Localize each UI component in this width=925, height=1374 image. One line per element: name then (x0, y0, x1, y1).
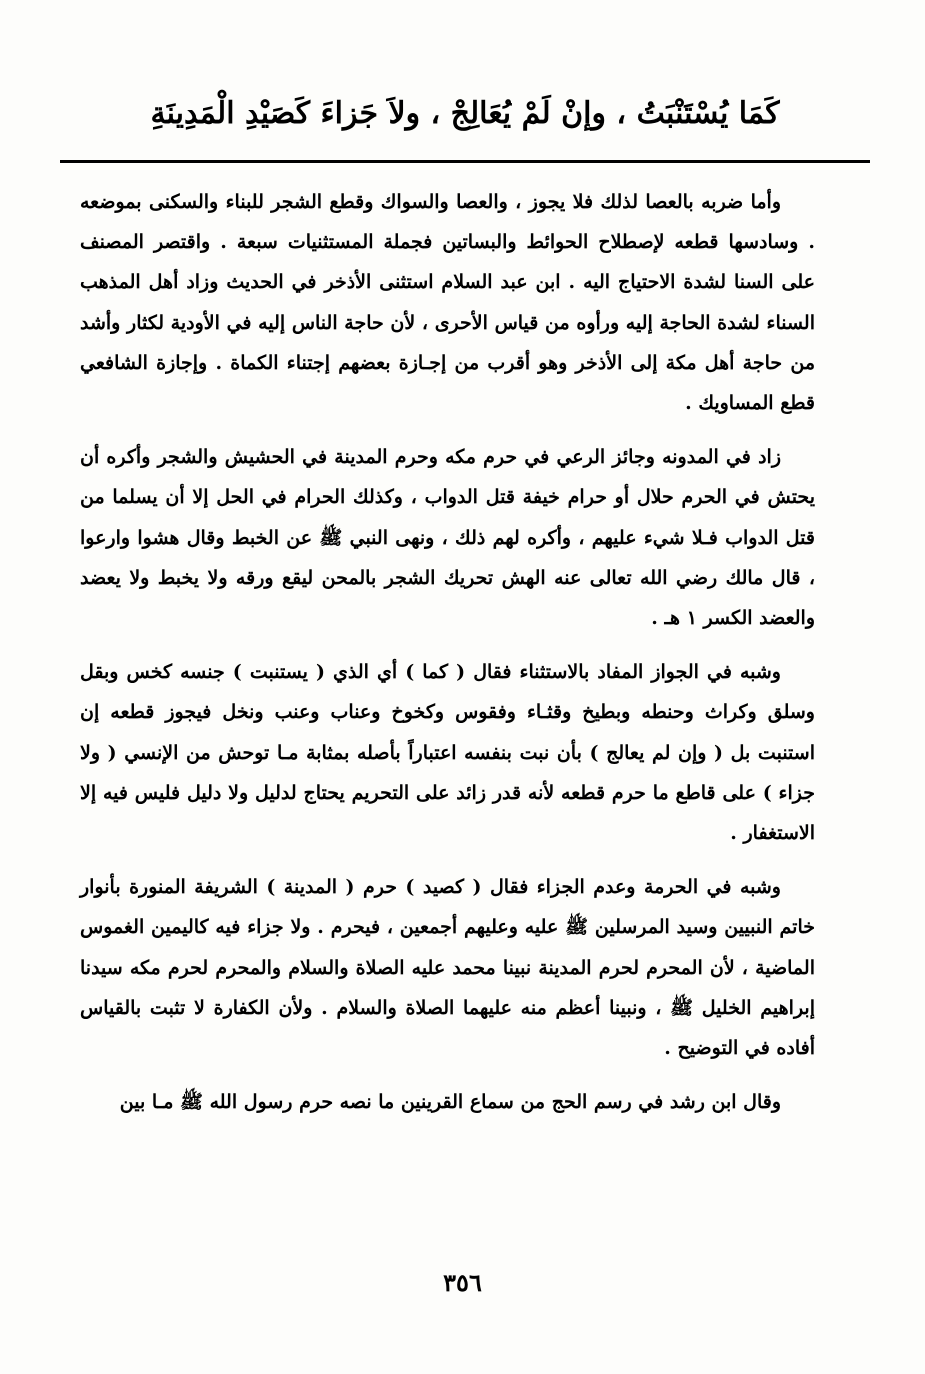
paragraph-2: زاد في المدونه وجائز الرعي في حرم مكه وحرم المدينة في الحشيش والشجر وأكره أن يحتش في الحرم حلال أو حرام خيفة قتل الدواب ، وكذلك الحرام في الحل إلا أن يسلما من قتل الدواب فـلا شيء عليهم ، وأكره لهم ذلك ، ونهى النبي ﷺ عن الخبط وقال هشوا وارعوا ، قال مالك رضي الله تعالى عنه الهش تحريك الشجر بالمحن ليقع ورقه ولا يخبط ولا يعضد والعضد الكسر ١ هـ . (80, 446, 815, 630)
running-header: كَمَا يُسْتَنْبَتُ ، وإنْ لَمْ يُعَالِجْ ، ولاَ جَزاءَ كَصَيْدِ الْمَدِينَةِ (150, 96, 780, 131)
paragraph-4: وشبه في الحرمة وعدم الجزاء فقال ( كصيد ) حرم ( المدينة ) الشريفة المنورة بأنوار خاتم النبيين وسيد المرسلين ﷺ عليه وعليهم أجمعين ، فيحرم . ولا جزاء فيه كاليمين الغموس الماضية ، لأن المحرم لحرم المدينة نبينا محمد عليه الصلاة والسلام والمحرم لحرم مكه سيدنا إبراهيم الخليل ﷺ ، ونبينا أعظم منه عليهما الصلاة والسلام . ولأن الكفارة لا تثبت بالقياس أفاده في التوضيح . (80, 876, 815, 1060)
paragraph-1: وأما ضربه بالعصا لذلك فلا يجوز ، والعصا والسواك وقطع الشجر للبناء والسكنى بموضعه . وسادسها قطعه لإصطلاح الحوائط والبساتين فجملة المستثنيات سبعة . واقتصر المصنف على السنا لشدة الاحتياج اليه . ابن عبد السلام استثنى الأذخر في الحديث وزاد أهل المذهب السناء لشدة الحاجة إليه ورأوه من قياس الأحرى ، لأن حاجة الناس إليه في الأودية لكثار وأشد من حاجة أهل مكة إلى الأذخر وهو أقرب من إجـازة بعضهم إجتناء الكماة . وإجازة الشافعي قطع المساويك . (80, 191, 815, 415)
page-number: ٣٥٦ (443, 1268, 482, 1297)
page-body (80, 182, 815, 1136)
paragraph-5: وقال ابن رشد في رسم الحج من سماع القرينين ما نصه حرم رسول الله ﷺ مـا بين (119, 1091, 781, 1114)
paragraph-3: وشبه في الجواز المفاد بالاستثناء فقال ( كما ) أي الذي ( يستنبت ) جنسه كخس وبقل وسلق وكراث وحنطه وبطيخ وقثـاء وفقوس وكخوخ وعناب وعنب ونخل فيجوز قطعه إن استنبت بل ( وإن لم يعالج ) بأن نبت بنفسه اعتباراً بأصله بمثابة مـا توحش من الإنسي ( ولا جزاء ) على قاطع ما حرم قطعه لأنه قدر زائد على التحريم يحتاج لدليل ولا دليل فليس فيه إلا الاستغفار . (80, 661, 815, 845)
header-rule (60, 160, 870, 163)
